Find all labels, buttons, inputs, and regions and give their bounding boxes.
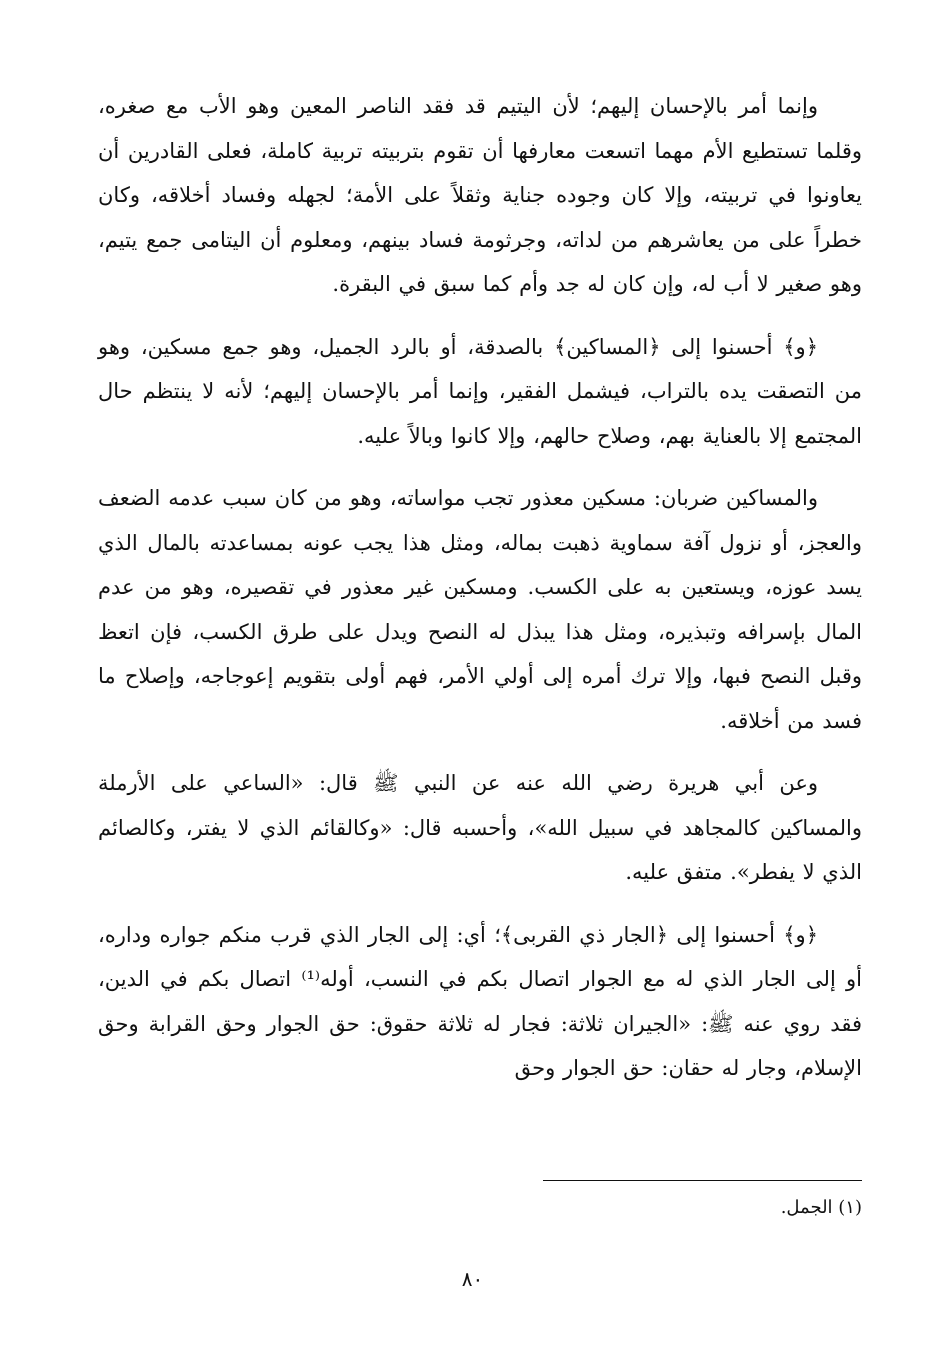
paragraph-poor: ﴿و﴾ أحسنوا إلى ﴿المساكين﴾ بالصدقة، أو بالرد الجميل، وهو جمع مسكين، وهو من التصقت يده بالتراب، فيشمل الفقير، وإنما أمر بالإحسان إليهم؛ لأنه لا ينتظم حال المجتمع إلا بالعناية بهم، وصلاح حالهم، وإلا كانوا وبالاً عليه. (98, 334, 862, 448)
paragraph-neighbor: ﴿و﴾ أحسنوا إلى ﴿الجار ذي القربى﴾؛ أي: إلى الجار الذي قرب منكم جواره وداره، أو إلى الجار الذي له مع الجوار اتصال بكم في النسب، أوله⁽¹⁾ اتصال بكم في الدين، فقد روي عنه ﷺ: «الجيران ثلاثة: فجار له ثلاثة حقوق: حق الجوار وحق القرابة وحق الإسلام، وجار له حقان: حق الجوار وحق (98, 922, 862, 1080)
paragraph-orphan: وإنما أمر بالإحسان إليهم؛ لأن اليتيم قد فقد الناصر المعين وهو الأب مع صغره، وقلما تستطيع الأم مهما اتسعت معارفها أن تقوم بتربيته تربية كاملة، فعلى القادرين أن يعاونوا في تربيته، وإلا كان وجوده جناية وثقلاً على الأمة؛ لجهله وفساد أخلاقه، وكان خطراً على من يعاشرهم من لداته، وجرثومة فساد بينهم، ومعلوم أن اليتامى جمع يتيم، وهو صغير لا أب له، وإن كان له جد وأم كما سبق في البقرة. (98, 94, 862, 296)
footnote: (١) الجمل. (780, 1197, 862, 1218)
paragraph-hadith: وعن أبي هريرة رضي الله عنه عن النبي ﷺ قال: «الساعي على الأرملة والمساكين كالمجاهد في سبيل الله»، وأحسبه قال: «وكالقائم الذي لا يفتر، وكالصائم الذي لا يفطر». متفق عليه. (98, 771, 862, 884)
body-text (98, 84, 862, 1109)
paragraph-two-kinds-of-poor: والمساكين ضربان: مسكين معذور تجب مواساته، وهو من كان سبب عدمه الضعف والعجز، أو نزول آفة سماوية ذهبت بماله، ومثل هذا يجب عونه بمساعدته بالمال الذي يسد عوزه، ويستعين به على الكسب. ومسكين غير معذور في تقصيره، وهو من عدم المال بإسرافه وتبذيره، ومثل هذا يبذل له النصح ويدل على طرق الكسب، فإن اتعظ وقبل النصح فبها، وإلا ترك أمره إلى أولي الأمر، فهم أولى بتقويم إعوجاجه، وإصلاح ما فسد من أخلاقه. (98, 486, 862, 733)
page-number: ٨٠ (461, 1267, 484, 1291)
footnote-divider (543, 1180, 862, 1181)
